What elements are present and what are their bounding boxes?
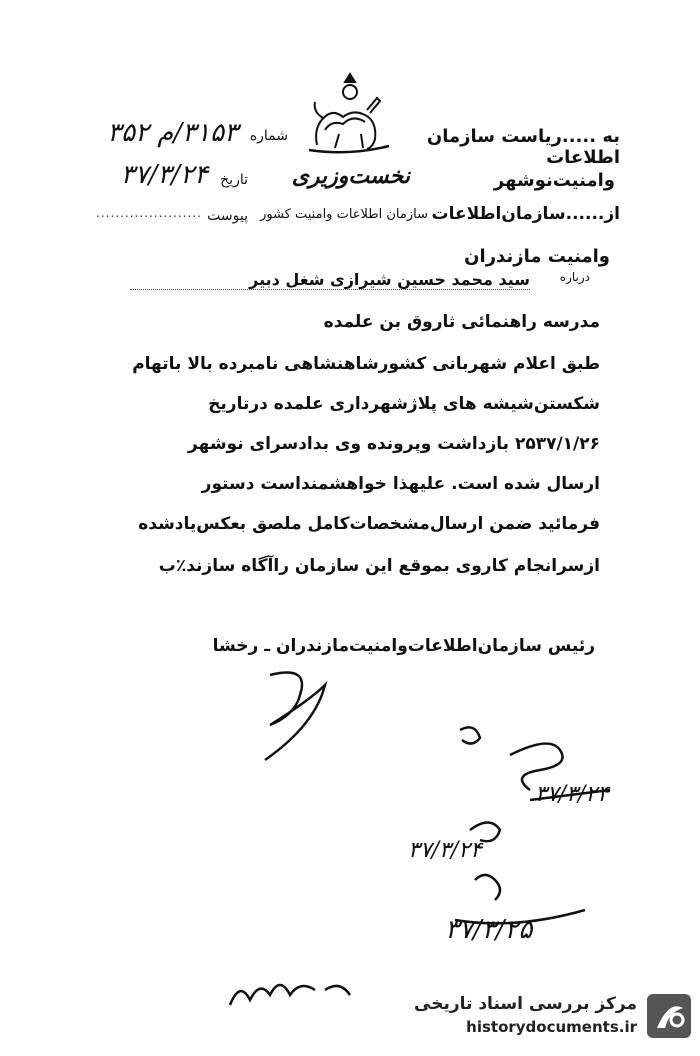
number-value: ۳۱۵۳/م ۳۵۲ [107, 118, 238, 148]
body-line-4: ۲۵۳۷/۱/۲۶ بازداشت وپرونده وی بدادسرای نوشهر [188, 434, 600, 454]
subject-text: سید محمد حسین شیرازی شغل دبیر [130, 270, 530, 290]
body-line-2: طبق اعلام شهربانی کشورشاهنشاهی نامبرده بالا باتهام [132, 354, 600, 374]
archive-logo-icon [643, 990, 695, 1042]
pm-office-heading: نخست‌وزیری [291, 163, 410, 189]
body-line-3: شکستن‌شیشه های پلاژشهرداری علمده درتاریخ [208, 394, 600, 414]
note-2: ۳۷/۳/۲۴ [408, 838, 482, 863]
attachment-label: پیوست [207, 208, 248, 224]
body-line-6: فرمائید ضمن ارسال‌مشخصات‌کامل ملصق بعکس‌یادشده [138, 514, 600, 534]
signatory-title: رئیس سازمان‌اطلاعات‌وامنیت‌مازندران ـ رخشا [212, 636, 595, 656]
archive-org-name: مرکز بررسی اسناد تاریخی [414, 994, 637, 1014]
from-line: از......سازمان‌اطلاعات [431, 204, 620, 224]
archive-site: historydocuments.ir [466, 1018, 637, 1036]
bottom-scribble-icon [225, 975, 365, 1015]
to-line2: وامنیت‌نوشهر [493, 170, 615, 191]
from-line2: وامنیت مازندران [464, 246, 610, 267]
body-line-7: ازسرانجام کاروی بموقع این سازمان راآگاه سازند‌٪ب [158, 556, 600, 576]
body-line-1: مدرسه راهنمائی ثاروق بن علمده [323, 312, 600, 332]
archive-watermark [405, 990, 695, 1050]
signature-scribble-icon [255, 665, 345, 765]
lion-sun-emblem-icon [305, 70, 395, 160]
from-stamp: سازمان اطلاعات وامنیت کشور [260, 207, 428, 222]
note-1: ۳۷/۳/۲۴ [535, 782, 609, 807]
body-line-5: ارسال شده است. علیهذا خواهشمنداست دستور [201, 474, 600, 494]
attachment-dots: ...................... [96, 206, 202, 220]
number-label: شماره [249, 128, 288, 144]
date-value: ۳۷/۳/۲۴ [120, 160, 208, 190]
note-3: ۳۷/۳/۲۵ [445, 915, 533, 945]
subject-label: درباره [559, 270, 590, 284]
to-line: به .....ریاست سازمان اطلاعات [426, 126, 620, 168]
date-label: تاریخ [220, 172, 248, 188]
